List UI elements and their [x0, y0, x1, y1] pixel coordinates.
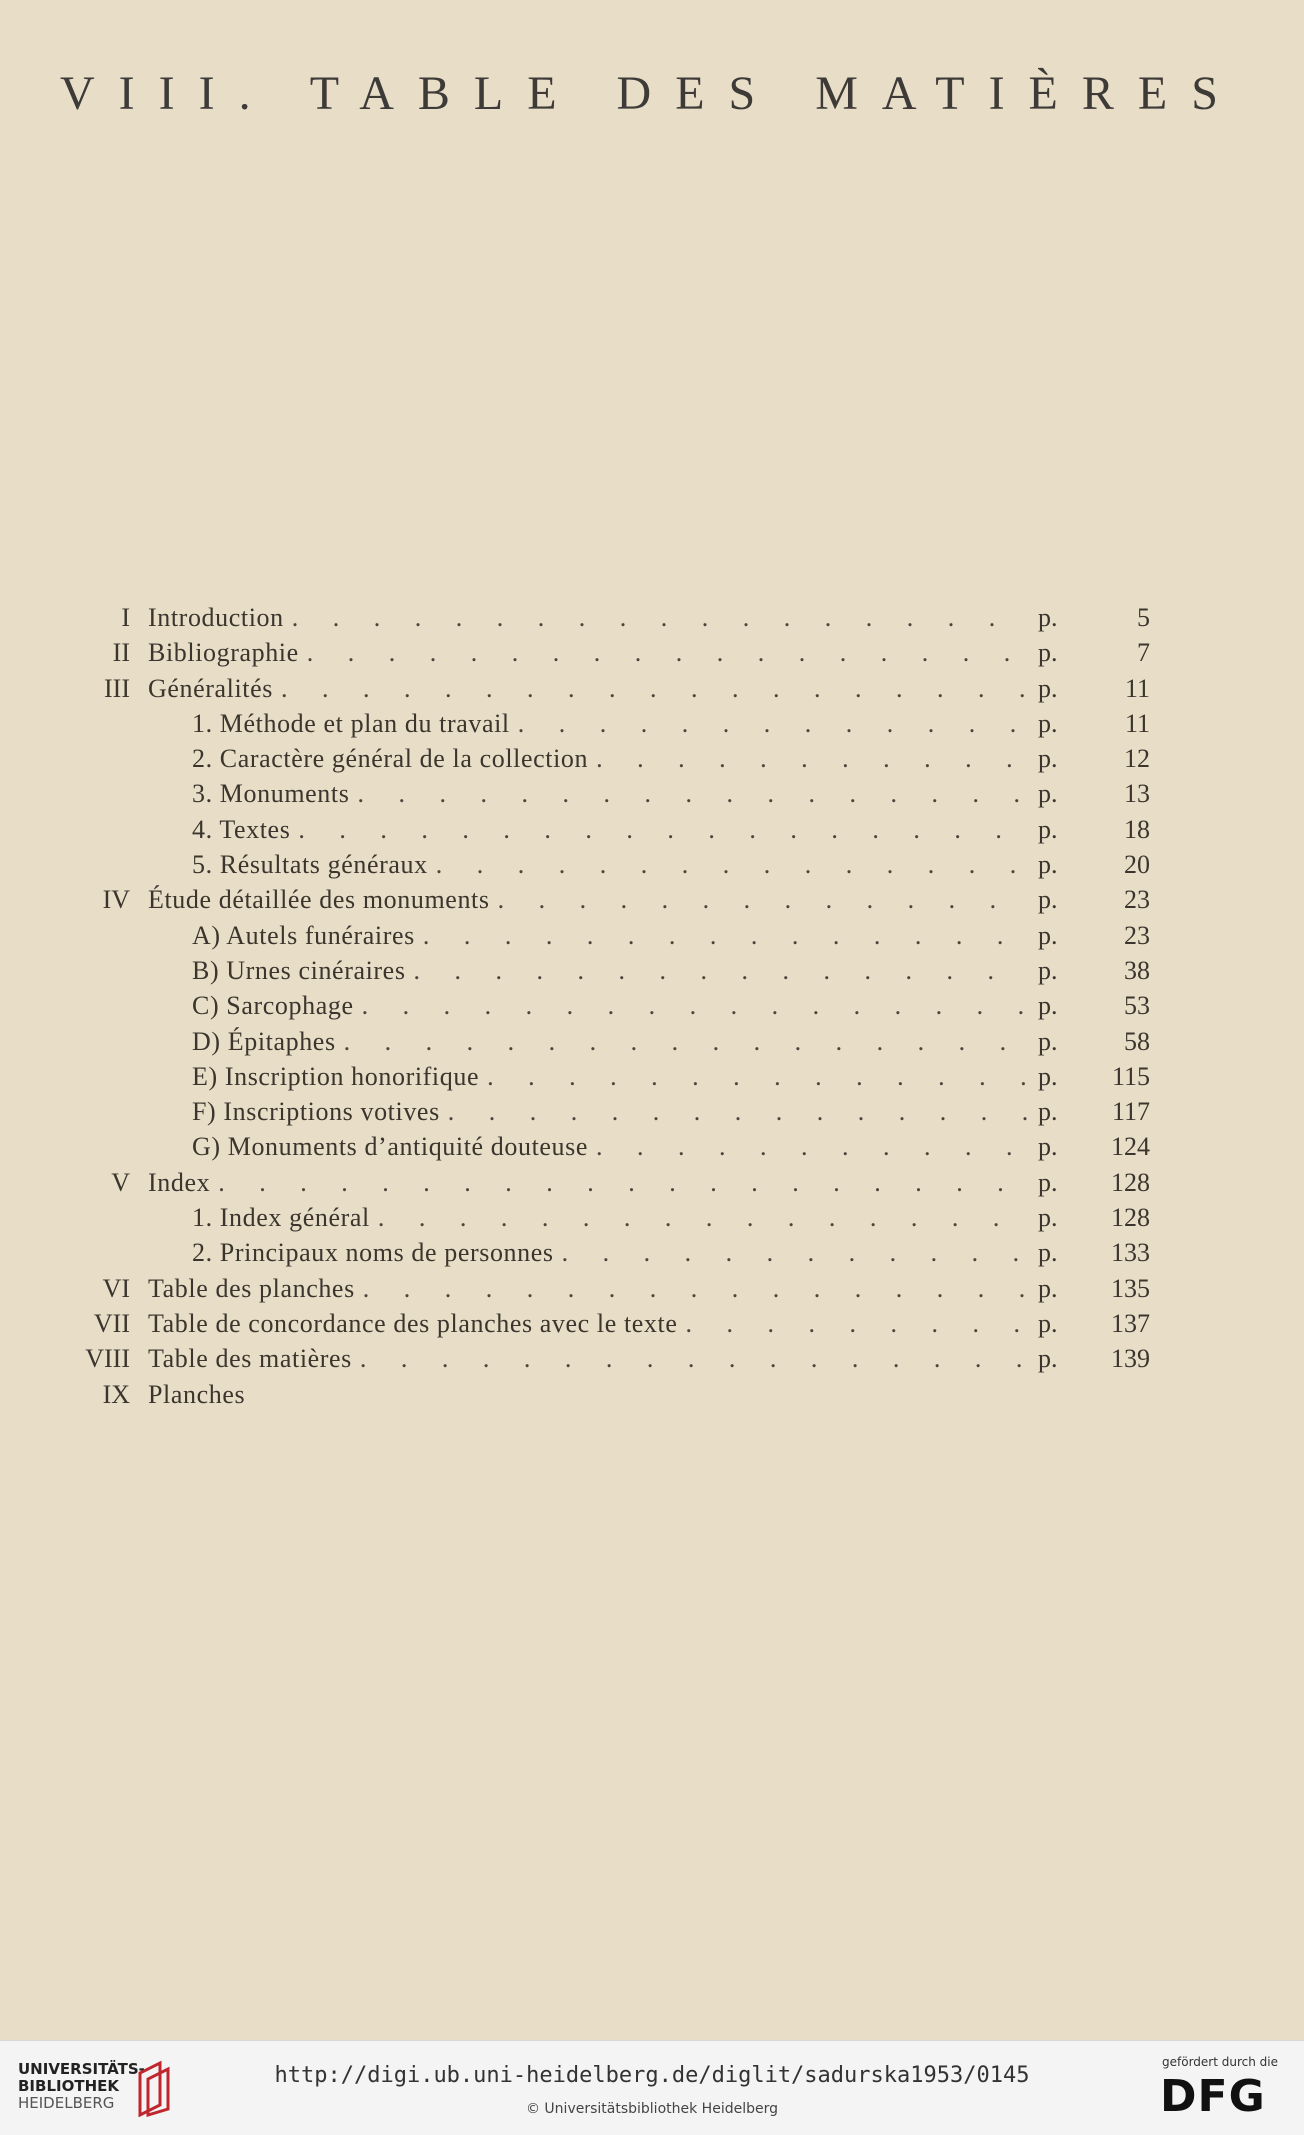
toc-entry-title [148, 882, 1028, 917]
page-number: 7 [1137, 638, 1150, 668]
toc-entry-number: VIII [85, 1344, 130, 1374]
toc-entry-label: Généralités [148, 673, 273, 703]
page-number: 5 [1137, 603, 1150, 632]
toc-entry-number: VII [93, 1308, 130, 1338]
page-abbrev: p. [1038, 850, 1058, 880]
toc-entry [60, 1165, 1160, 1200]
toc-entry [60, 1235, 1160, 1270]
toc-entry-number: III [104, 673, 130, 703]
dot-leader [518, 706, 1028, 741]
dot-leader [378, 1200, 1028, 1235]
toc-entry-label: 1. Index général [192, 1203, 370, 1233]
dot-leader [498, 882, 1028, 917]
library-line-2: BIBLIOTHEK [18, 2077, 119, 2095]
permalink-url[interactable]: http://digi.ub.uni-heidelberg.de/diglit/sadurska1953/0145 [274, 2063, 1030, 2088]
dot-leader [362, 988, 1028, 1023]
toc-entry-title [148, 1377, 1028, 1412]
page-number: 139 [1111, 1344, 1150, 1374]
toc-entry-title [192, 1235, 1028, 1270]
toc-entry-label: G) Monuments d’antiquité douteuse [192, 1132, 589, 1162]
toc-entry-label: C) Sarcophage [192, 991, 354, 1021]
toc-entry [60, 1129, 1160, 1164]
toc-entry-label: F) Inscriptions votives [192, 1097, 440, 1127]
dot-leader [218, 1165, 1028, 1200]
toc-entry-label: Table des planches [148, 1273, 355, 1303]
table-of-contents [60, 600, 1160, 1412]
toc-entry-title [192, 988, 1028, 1023]
dot-leader [596, 1129, 1028, 1164]
page-abbrev: p. [1038, 814, 1058, 844]
toc-entry-label: Table de concordance des planches avec le texte [148, 1308, 678, 1338]
dot-leader [298, 812, 1028, 847]
toc-entry-label: 3. Monuments [192, 779, 350, 809]
page-abbrev: p. [1038, 673, 1058, 703]
page-number: 137 [1111, 1308, 1150, 1338]
page-number: 128 [1111, 1167, 1150, 1197]
page-abbrev: p. [1038, 1097, 1058, 1127]
toc-entry-label: 2. Caractère général de la collection [192, 744, 589, 774]
toc-entry-label: 4. Textes [192, 814, 291, 844]
page-abbrev: p. [1038, 1132, 1058, 1162]
toc-entry-label: Introduction [148, 603, 284, 632]
dot-leader [487, 1059, 1028, 1094]
toc-entry [60, 706, 1160, 741]
dot-leader [686, 1306, 1029, 1341]
toc-entry [60, 1271, 1160, 1306]
toc-entry-title [192, 741, 1028, 776]
toc-entry [60, 1094, 1160, 1129]
dot-leader [307, 635, 1028, 670]
page-abbrev: p. [1038, 1167, 1058, 1197]
page-abbrev: p. [1038, 638, 1058, 668]
page-abbrev: p. [1038, 885, 1058, 915]
toc-entry [60, 600, 1160, 635]
toc-entry-number: V [111, 1167, 130, 1197]
toc-entry-label: Planches [148, 1379, 246, 1409]
toc-entry-label: Index [148, 1167, 211, 1197]
page-abbrev: p. [1038, 1203, 1058, 1233]
page-number: 11 [1124, 708, 1150, 738]
toc-entry [60, 1341, 1160, 1376]
dot-leader [436, 847, 1028, 882]
page-number: 23 [1124, 885, 1150, 915]
page-heading: VIII. TABLE DES MATIÈRES [60, 67, 1242, 120]
dot-leader [344, 1024, 1028, 1059]
page-number: 117 [1111, 1097, 1150, 1127]
page-number: 18 [1124, 814, 1150, 844]
toc-entry-title [192, 706, 1028, 741]
dot-leader [423, 918, 1028, 953]
page-number: 115 [1111, 1061, 1150, 1091]
toc-entry-number: II [112, 638, 130, 668]
page-abbrev: p. [1038, 991, 1058, 1021]
toc-entry-title [192, 1200, 1028, 1235]
toc-entry-title [148, 600, 1028, 635]
toc-entry [60, 988, 1160, 1023]
sponsor-caption: gefördert durch die [1162, 2055, 1278, 2069]
page-number: 124 [1111, 1132, 1150, 1162]
page-number: 133 [1111, 1238, 1150, 1268]
dfg-logo: DFG [1160, 2071, 1266, 2122]
page-number: 12 [1124, 744, 1150, 774]
page-abbrev: p. [1038, 744, 1058, 774]
page-abbrev: p. [1038, 1061, 1058, 1091]
page-abbrev: p. [1038, 1344, 1058, 1374]
toc-entry-number: VI [102, 1273, 130, 1303]
toc-entry-label: D) Épitaphes [192, 1026, 336, 1056]
dot-leader [596, 741, 1028, 776]
page-abbrev: p. [1038, 955, 1058, 985]
toc-entry-title [148, 635, 1028, 670]
toc-entry-title [192, 1059, 1028, 1094]
library-line-3: HEIDELBERG [18, 2094, 115, 2112]
toc-entry-label: 5. Résultats généraux [192, 850, 428, 880]
dot-leader [357, 776, 1028, 811]
dot-leader [448, 1094, 1028, 1129]
dot-leader [281, 671, 1028, 706]
toc-entry [60, 882, 1160, 917]
toc-entry-label: E) Inscription honorifique [192, 1061, 480, 1091]
toc-entry [60, 1059, 1160, 1094]
toc-entry-label: 2. Principaux noms de personnes [192, 1238, 554, 1268]
page-abbrev: p. [1038, 603, 1058, 632]
toc-entry [60, 1024, 1160, 1059]
page-number: 20 [1124, 850, 1150, 880]
page-abbrev: p. [1038, 779, 1058, 809]
page-number: 128 [1111, 1203, 1150, 1233]
toc-entry-title [192, 847, 1028, 882]
page-number: 13 [1124, 779, 1150, 809]
page-abbrev: p. [1038, 1238, 1058, 1268]
copyright-notice: © Universitätsbibliothek Heidelberg [525, 2101, 778, 2117]
dot-leader [414, 953, 1028, 988]
toc-entry-title [192, 812, 1028, 847]
page-number: 23 [1124, 920, 1150, 950]
page-abbrev: p. [1038, 1273, 1058, 1303]
toc-entry-number: IX [102, 1379, 130, 1409]
page-abbrev: p. [1038, 1308, 1058, 1338]
toc-entry-title [148, 1271, 1028, 1306]
toc-entry [60, 776, 1160, 811]
toc-entry [60, 671, 1160, 706]
toc-entry-title [148, 671, 1028, 706]
toc-entry [60, 953, 1160, 988]
page-abbrev: p. [1038, 1026, 1058, 1056]
toc-entry [60, 1377, 1160, 1412]
viewer-footer [0, 2040, 1304, 2135]
toc-entry-label: B) Urnes cinéraires [192, 955, 406, 985]
toc-entry [60, 1200, 1160, 1235]
toc-entry-title [192, 776, 1028, 811]
page-number: 58 [1124, 1026, 1150, 1056]
toc-entry-label: Bibliographie [148, 638, 299, 668]
dot-leader [562, 1235, 1028, 1270]
toc-entry-title [148, 1306, 1028, 1341]
toc-entry-label: 1. Méthode et plan du travail [192, 708, 510, 738]
library-line-1: UNIVERSITÄTS- [18, 2060, 145, 2078]
toc-entry [60, 741, 1160, 776]
toc-entry-label: A) Autels funéraires [192, 920, 415, 950]
toc-entry [60, 1306, 1160, 1341]
page-number: 11 [1124, 673, 1150, 703]
toc-entry-title [148, 1165, 1028, 1200]
toc-entry [60, 812, 1160, 847]
toc-entry-title [192, 953, 1028, 988]
toc-entry-title [192, 1094, 1028, 1129]
dot-leader [363, 1271, 1028, 1306]
page-abbrev: p. [1038, 920, 1058, 950]
toc-entry-title [192, 918, 1028, 953]
page-number: 38 [1124, 955, 1150, 985]
page-abbrev: p. [1038, 708, 1058, 738]
page-number: 53 [1124, 991, 1150, 1021]
dot-leader [360, 1341, 1028, 1376]
toc-entry-number: I [121, 603, 130, 632]
page-number: 135 [1111, 1273, 1150, 1303]
toc-entry-title [148, 1341, 1028, 1376]
toc-entry-label: Table des matières [148, 1344, 352, 1374]
toc-entry-label: Étude détaillée des monuments [148, 885, 490, 915]
toc-entry-title [192, 1129, 1028, 1164]
toc-entry-title [192, 1024, 1028, 1059]
dot-leader [292, 600, 1028, 635]
toc-entry-number: IV [102, 885, 130, 915]
toc-entry [60, 635, 1160, 670]
toc-entry [60, 847, 1160, 882]
toc-entry [60, 918, 1160, 953]
